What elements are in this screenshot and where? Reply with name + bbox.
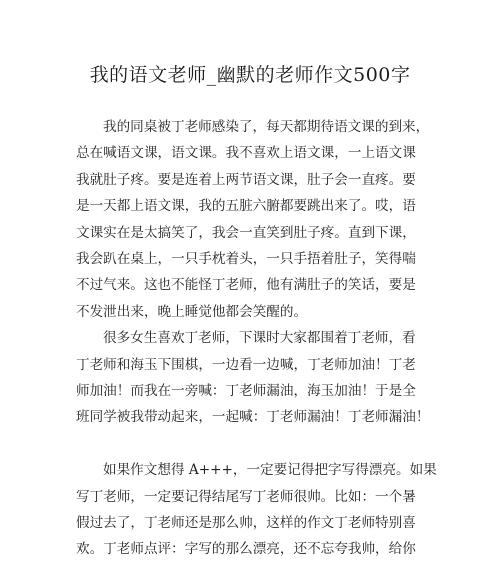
text-line: 不发泄出来，晚上睡觉他都会笑醒的。: [76, 303, 308, 320]
text-line: 如果作文想得 A+++，一定要记得把字写得漂亮。如果: [103, 462, 437, 479]
paragraph-3: [76, 457, 437, 563]
text-line: 很多女生喜欢丁老师，下课时大家都围着丁老师，看: [103, 330, 416, 347]
text-line: 写丁老师，一定要记得结尾写丁老师很帅。比如：一个暑: [76, 488, 416, 505]
text-line: 我就肚子疼。要是连着上两节语文课，肚子会一直疼。要: [76, 171, 416, 188]
text-line: 总在喊语文课，语文课。我不喜欢上语文课，一上语文课: [76, 145, 416, 162]
text-line: 我会趴在桌上，一只手枕着头，一只手捂着肚子，笑得喘: [76, 251, 416, 268]
text-line: 班同学被我带动起来，一起喊：丁老师漏油！丁老师漏油！: [76, 409, 430, 426]
text-line: 欢。丁老师点评：字写的那么漂亮，还不忘夸我帅，给你: [76, 541, 416, 558]
text-line: 假过去了，丁老师还是那么帅，这样的作文丁老师特别喜: [76, 515, 416, 532]
article-body: [76, 114, 437, 563]
article-title: 我的语文老师_幽默的老师作文500字: [89, 64, 411, 86]
text-line: 丁老师和海玉下围棋，一边看一边喊，丁老师加油！丁老: [76, 356, 416, 373]
text-line: 文课实在是太搞笑了，我会一直笑到肚子疼。直到下课，: [76, 224, 416, 241]
text-line: 不过气来。这也不能怪丁老师，他有满肚子的笑话，要是: [76, 277, 416, 294]
paragraph-1: [76, 114, 428, 325]
page-fade: [0, 558, 500, 566]
paragraph-2: [76, 325, 428, 431]
text-line: 是一天都上语文课，我的五脏六腑都要跳出来了。哎，语: [76, 198, 416, 215]
text-line: 师加油！而我在一旁喊：丁老师漏油，海玉加油！于是全: [76, 383, 416, 400]
text-line: 我的同桌被丁老师感染了，每天都期待语文课的到来，: [103, 119, 430, 135]
